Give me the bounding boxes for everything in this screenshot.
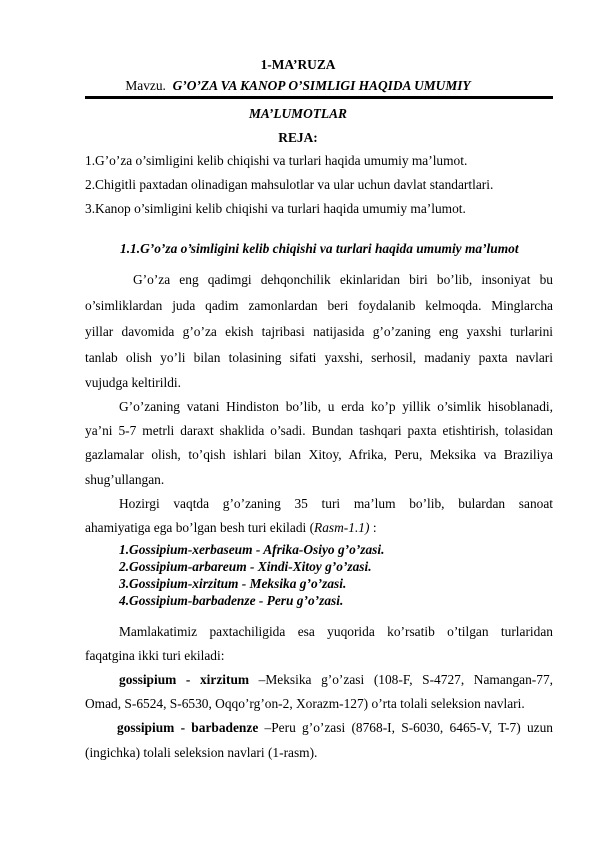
topic-title: G’O’ZA VA KANOP O’SIMLIGI HAQIDA UMUMIY xyxy=(172,78,471,93)
species-term: gossipium - barbadenze xyxy=(117,720,259,735)
figure-reference: Rasm-1.1) xyxy=(314,520,370,535)
paragraph-line: tanlab olish yo’li bilan tolasining sifati yaxshi, serhosil, madaniy paxta navlari xyxy=(85,350,553,365)
paragraph-line xyxy=(85,520,377,536)
paragraph-line: ya’ni 5-7 metrli daraxt shaklida o’sadi. Bundan tashqari paxta etishtirish, tolasidan xyxy=(85,423,553,438)
paragraph-text: ahamiyatiga ega bo’lgan besh turi ekiladi ( xyxy=(85,520,315,535)
paragraph-line: G’o’zaning vatani Hindiston bo’lib, u erda ko’p yillik o’simlik hisoblanadi, xyxy=(119,399,553,414)
paragraph-text: –Meksika g’o’zasi (108-F, S-4727, Namangan-77, xyxy=(249,672,553,687)
species-item: 4.Gossipium-barbadenze - Peru g’o’zasi. xyxy=(119,593,344,608)
paragraph-line: (ingichka) tolali seleksion navlari (1-rasm). xyxy=(85,745,318,760)
paragraph-line: G’o’za eng qadimgi dehqonchilik ekinlaridan biri bo’lib, insoniyat bu xyxy=(133,272,553,287)
species-item: 1.Gossipium-xerbaseum - Afrika-Osiyo g’o’zasi. xyxy=(119,542,385,557)
topic-title-continued: MA’LUMOTLAR xyxy=(249,106,347,121)
species-item: 3.Gossipium-xirzitum - Meksika g’o’zasi. xyxy=(119,576,347,591)
paragraph-line: o’simliklardan juda qadim zamonlardan beri foydalanib kelmoqda. Minglarcha xyxy=(85,298,553,313)
paragraph-line xyxy=(117,720,553,736)
lecture-title: 1-MA’RUZA xyxy=(260,57,336,72)
paragraph-line xyxy=(119,672,553,688)
plan-item: 2.Chigitli paxtadan olinadigan mahsulotlar va ular uchun davlat standartlari. xyxy=(85,177,494,192)
header-rule xyxy=(85,96,553,99)
plan-title: REJA: xyxy=(278,130,318,145)
species-item: 2.Gossipium-arbareum - Xindi-Xitoy g’o’zasi. xyxy=(119,559,372,574)
paragraph-line: Hozirgi vaqtda g’o’zaning 35 turi ma’lum bo’lib, bulardan sanoat xyxy=(119,496,553,511)
paragraph-text: : xyxy=(369,520,377,535)
paragraph-line: Mamlakatimiz paxtachiligida esa yuqorida ko’rsatib o’tilgan turlaridan xyxy=(119,624,553,639)
topic-line xyxy=(0,78,596,94)
paragraph-line: vujudga keltirildi. xyxy=(85,375,181,390)
paragraph-line: gazlamalar olish, to’qish ishlari bilan Xitoy, Afrika, Peru, Meksika va Braziliya xyxy=(85,447,553,462)
topic-prefix: Mavzu. xyxy=(125,78,166,93)
paragraph-line: shug’ullangan. xyxy=(85,472,165,487)
paragraph-text: –Peru g’o’zasi (8768-I, S-6030, 6465-V, T-7) uzun xyxy=(258,720,553,735)
paragraph-line: yillar davomida g’o’za ekish tajribasi natijasida g’o’zaning eng yaxshi turlarini xyxy=(85,324,553,339)
paragraph-line: Omad, S-6524, S-6530, Oqqo’rg’on-2, Xorazm-127) o’rta tolali seleksion navlari. xyxy=(85,696,525,711)
plan-item: 3.Kanop o’simligini kelib chiqishi va turlari haqida umumiy ma’lumot. xyxy=(85,201,466,216)
plan-item: 1.G’o’za o’simligini kelib chiqishi va turlari haqida umumiy ma’lumot. xyxy=(85,153,468,168)
section-heading: 1.1.G’o’za o’simligini kelib chiqishi va turlari haqida umumiy ma’lumot xyxy=(120,241,519,256)
species-term: gossipium - xirzitum xyxy=(119,672,250,687)
paragraph-line: faqatgina ikki turi ekiladi: xyxy=(85,648,225,663)
